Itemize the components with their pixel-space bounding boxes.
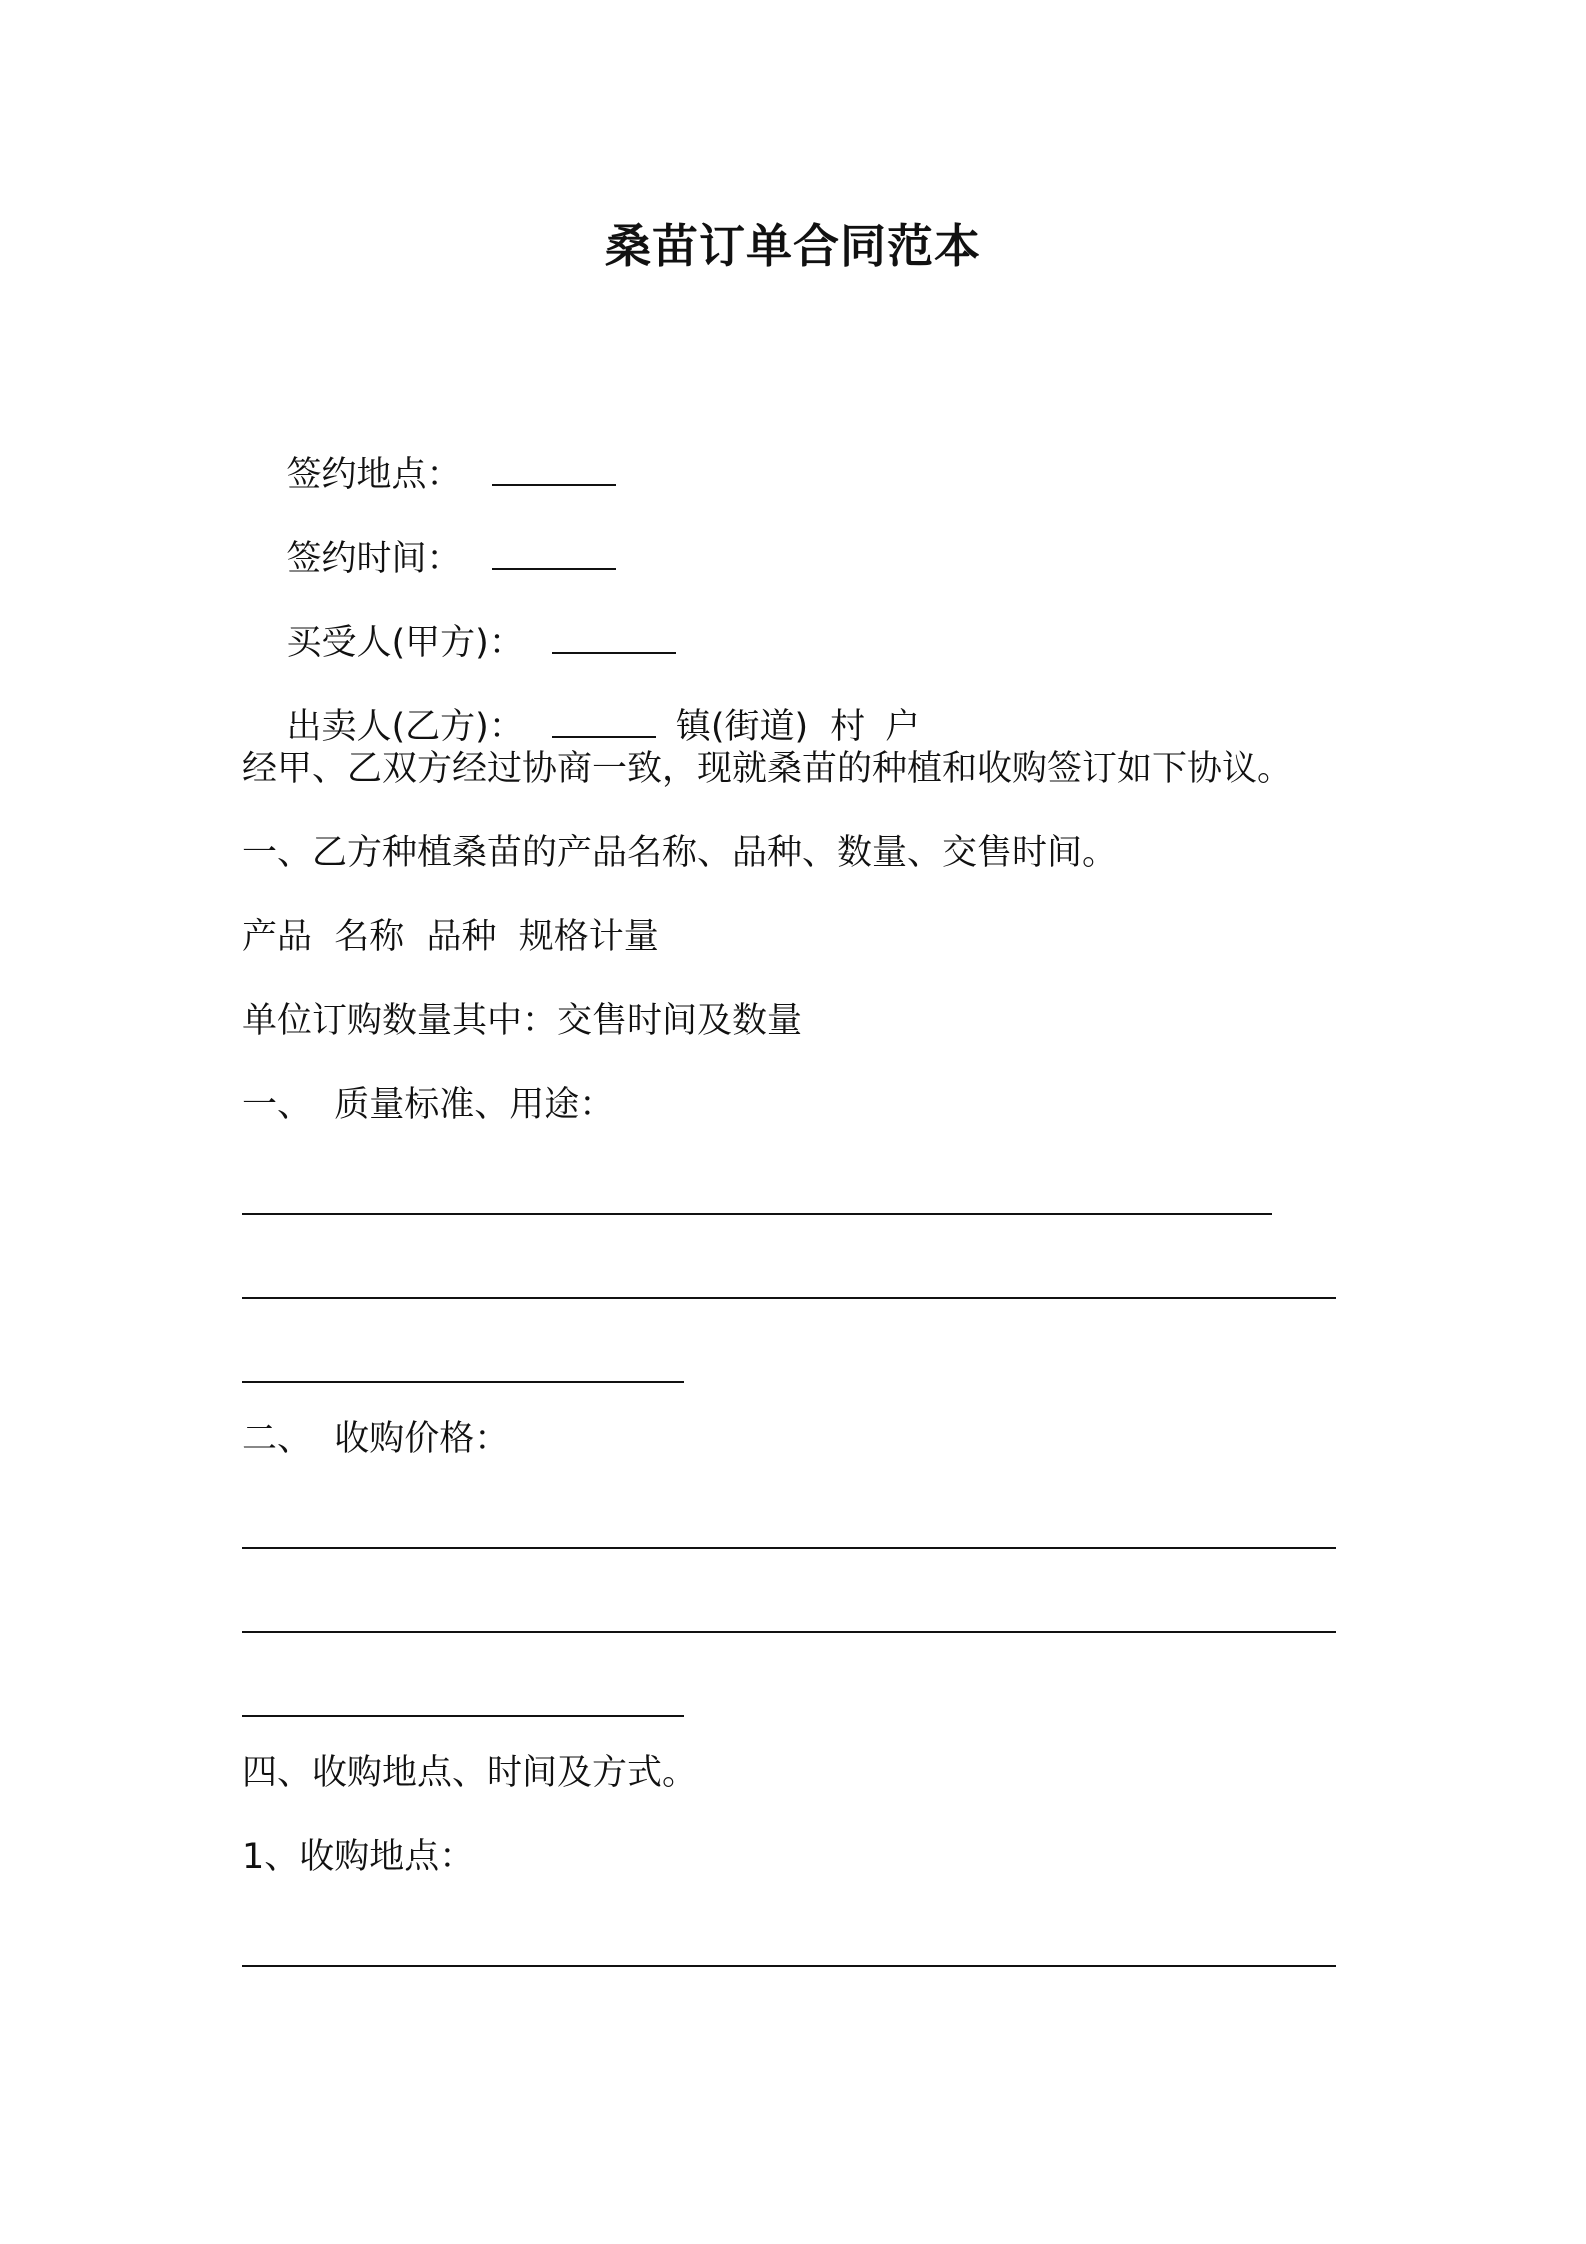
product-table-subheader: 单位订购数量其中：交售时间及数量 bbox=[242, 1001, 803, 1041]
product-table-header: 产品 名称 品种 规格计量 bbox=[242, 917, 659, 957]
buyer-blank[interactable] bbox=[552, 622, 676, 654]
sign-place-label: 签约地点： bbox=[286, 455, 462, 495]
section-4-heading: 四、收购地点、时间及方式。 bbox=[242, 1753, 698, 1793]
price-blank-line-2[interactable] bbox=[242, 1631, 1336, 1633]
seller-town-label: 镇(街道) bbox=[675, 707, 809, 747]
price-blank-line-1[interactable] bbox=[242, 1547, 1336, 1549]
seller-household-label: 户 bbox=[885, 707, 921, 747]
quality-blank-line-3[interactable] bbox=[242, 1381, 684, 1383]
sign-time-blank[interactable] bbox=[492, 538, 616, 570]
seller-label: 出卖人(乙方)： bbox=[286, 707, 524, 747]
purchase-place-label: 1、收购地点： bbox=[242, 1837, 475, 1877]
quality-blank-line-1[interactable] bbox=[242, 1213, 1272, 1215]
quality-heading: 一、 质量标准、用途： bbox=[242, 1085, 615, 1125]
document-title: 桑苗订单合同范本 bbox=[605, 219, 981, 273]
price-blank-line-3[interactable] bbox=[242, 1715, 684, 1717]
sign-time-label: 签约时间： bbox=[286, 539, 462, 579]
seller-village-label: 村 bbox=[830, 707, 866, 747]
price-heading: 二、 收购价格： bbox=[242, 1419, 510, 1459]
purchase-place-blank-line[interactable] bbox=[242, 1965, 1336, 1967]
seller-blank[interactable] bbox=[552, 706, 656, 738]
intro-paragraph: 经甲、乙双方经过协商一致，现就桑苗的种植和收购签订如下协议。 bbox=[242, 749, 1293, 789]
sign-place-blank[interactable] bbox=[492, 454, 616, 486]
buyer-label: 买受人(甲方)： bbox=[286, 623, 524, 663]
quality-blank-line-2[interactable] bbox=[242, 1297, 1336, 1299]
section-1-heading: 一、乙方种植桑苗的产品名称、品种、数量、交售时间。 bbox=[242, 833, 1118, 873]
